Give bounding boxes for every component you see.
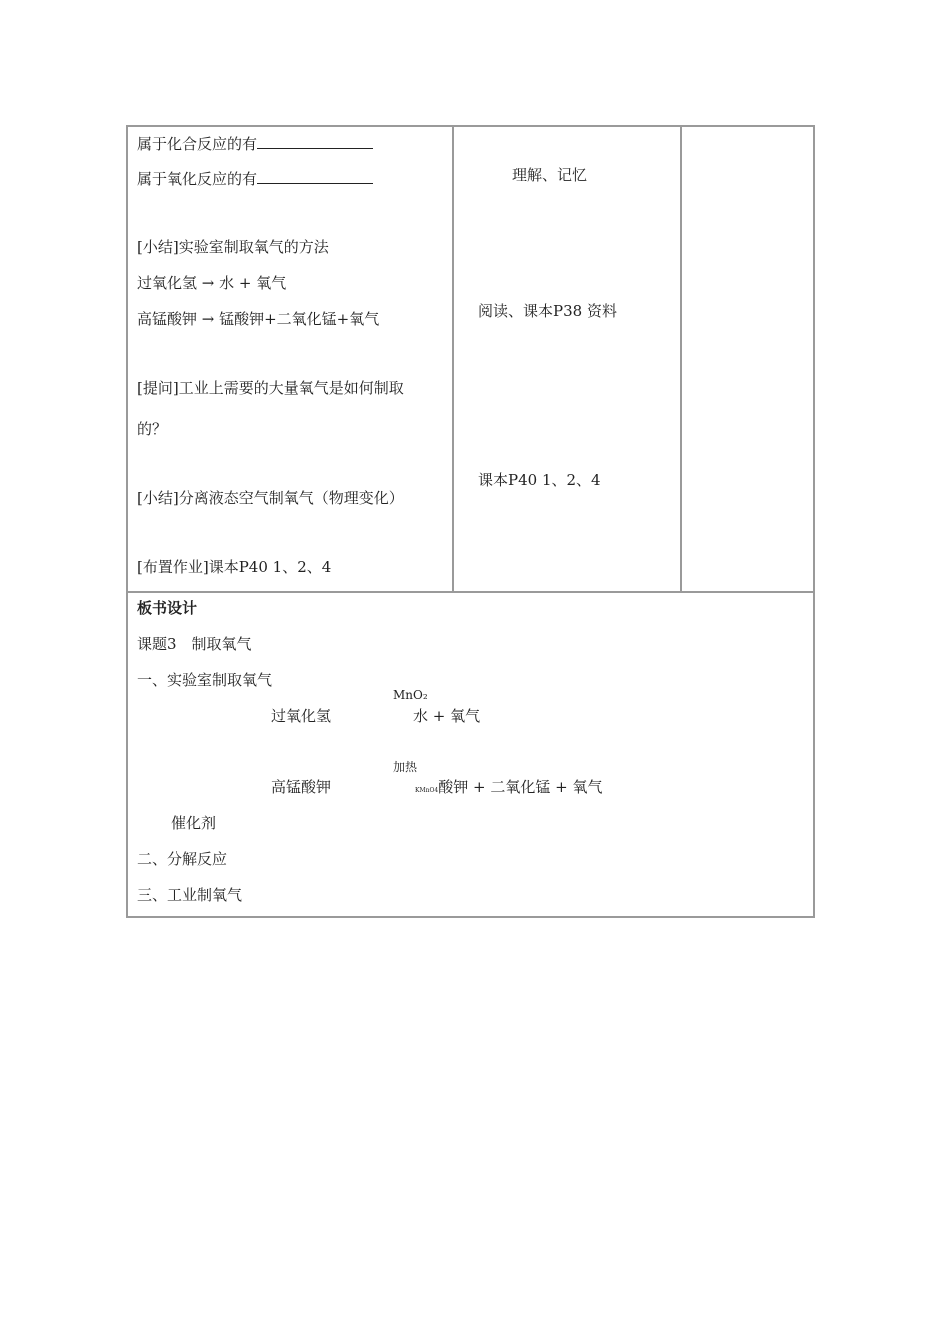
answer-blank [257, 169, 373, 184]
summary-lab-methods: [小结]实验室制取氧气的方法 [137, 238, 329, 256]
board-section-3: 三、工业制氧气 [137, 886, 243, 904]
oxidation-reaction-prompt [137, 169, 373, 188]
products-text: 酸钾 + 二氧化锰 + 氧气 [438, 778, 603, 796]
oxidation-label: 属于氧化反应的有 [137, 170, 258, 188]
lesson-plan-table [126, 125, 815, 918]
activity-exercises: 课本P40 1、2、4 [478, 471, 601, 489]
board-section-1: 一、实验室制取氧气 [137, 671, 273, 689]
answer-blank [257, 134, 373, 149]
activity-understand-memorize: 理解、记忆 [512, 166, 588, 184]
catalyst-mno2-label: MnO₂ [393, 688, 428, 702]
reactant-hydrogen-peroxide: 过氧化氢 [271, 707, 332, 725]
catalyst-label: 催化剂 [171, 814, 217, 832]
heat-condition-label: 加热 [393, 760, 418, 774]
board-section-2: 二、分解反应 [137, 850, 228, 868]
combination-label: 属于化合反应的有 [137, 135, 258, 153]
reactant-potassium-permanganate: 高锰酸钾 [271, 778, 332, 796]
overlap-artifact: KMnO4 [415, 787, 439, 794]
column-divider-1 [452, 127, 454, 593]
products-water-oxygen: 水 + 氧气 [413, 707, 481, 725]
equation-potassium-permanganate: 高锰酸钾 → 锰酸钾+二氧化锰+氧气 [137, 310, 380, 328]
equation-hydrogen-peroxide: 过氧化氢 → 水 + 氧气 [137, 274, 287, 292]
board-design-heading: 板书设计 [137, 599, 198, 617]
products-permanganate-decomposition [415, 778, 602, 800]
activity-read-textbook: 阅读、课本P38 资料 [478, 302, 617, 320]
summary-liquid-air: [小结]分离液态空气制氧气（物理变化） [137, 489, 404, 507]
combination-reaction-prompt [137, 134, 373, 153]
row-divider [128, 591, 813, 593]
homework-assignment: [布置作业]课本P40 1、2、4 [137, 558, 332, 576]
column-divider-2 [680, 127, 682, 593]
board-topic: 课题3 制取氧气 [137, 635, 252, 653]
question-line-1: [提问]工业上需要的大量氧气是如何制取 [137, 379, 404, 397]
question-line-2: 的？ [137, 420, 168, 438]
